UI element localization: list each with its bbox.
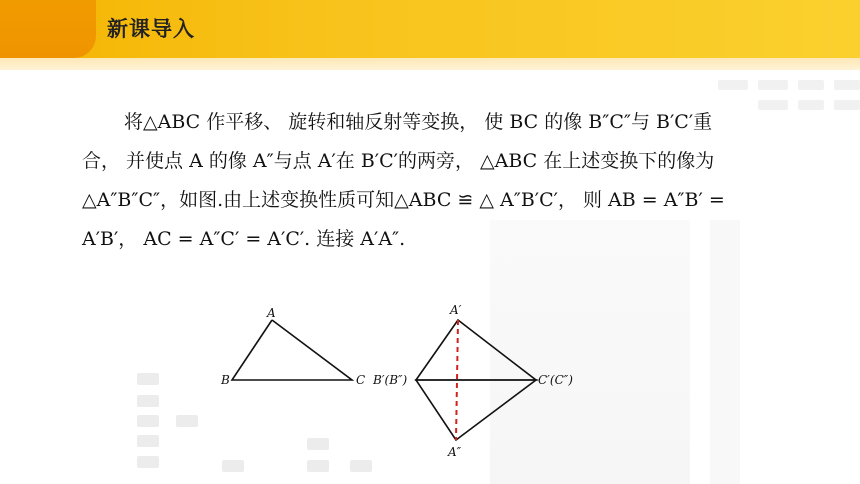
decorative-block: [137, 415, 159, 427]
vertex-label-c-prime: C′(C″): [538, 373, 573, 387]
vertex-label-b-prime: B′(B″): [373, 373, 408, 387]
vertex-label-a-double-prime: A″: [448, 445, 462, 459]
background-band: [710, 220, 740, 484]
decorative-block: [137, 456, 159, 468]
triangle-abc-outline: [232, 320, 352, 380]
vertex-label-c: C: [356, 373, 366, 387]
decorative-block: [834, 100, 860, 110]
triangle-a1-b1-c1: [416, 320, 536, 380]
text-line: [82, 103, 782, 142]
geometry-figure: [210, 298, 590, 472]
text-line: 合， 并使点 A 的像 A″与点 A′在 B′C′的两旁， △ABC 在上述变换下的像为: [82, 150, 715, 172]
decorative-block: [137, 395, 159, 407]
decorative-block: [176, 415, 198, 427]
vertex-label-a: A: [267, 306, 276, 320]
vertex-label-b: B: [221, 373, 230, 387]
triangle-a2-b2-c2: [416, 380, 536, 440]
text-line: △A″B″C″，如图.由上述变换性质可知△ABC ≌ △ A″B′C′， 则 AB = A″B′ =: [82, 189, 725, 211]
reflected-triangles: [372, 303, 573, 459]
triangle-diagram: [210, 298, 590, 468]
text-line-content: 将△ABC 作平移、 旋转和轴反射等变换， 使 BC 的像 B″C″与 B′C′重: [124, 111, 713, 133]
text-line: A′B′， AC = A″C′ = A′C′. 连接 A′A″.: [82, 228, 406, 250]
decorative-block: [758, 80, 788, 90]
decorative-block: [137, 373, 159, 385]
vertex-label-a-prime: A′: [450, 303, 462, 317]
decorative-block: [798, 100, 824, 110]
header-accent-tab: [0, 0, 96, 58]
decorative-block: [137, 435, 159, 447]
decorative-block: [834, 80, 860, 90]
problem-text: [82, 103, 782, 259]
triangle-abc: [220, 306, 365, 387]
page-title: 新课导入: [107, 17, 195, 41]
decorative-block: [798, 80, 824, 90]
decorative-block: [718, 80, 748, 90]
header-underline: [0, 58, 860, 70]
